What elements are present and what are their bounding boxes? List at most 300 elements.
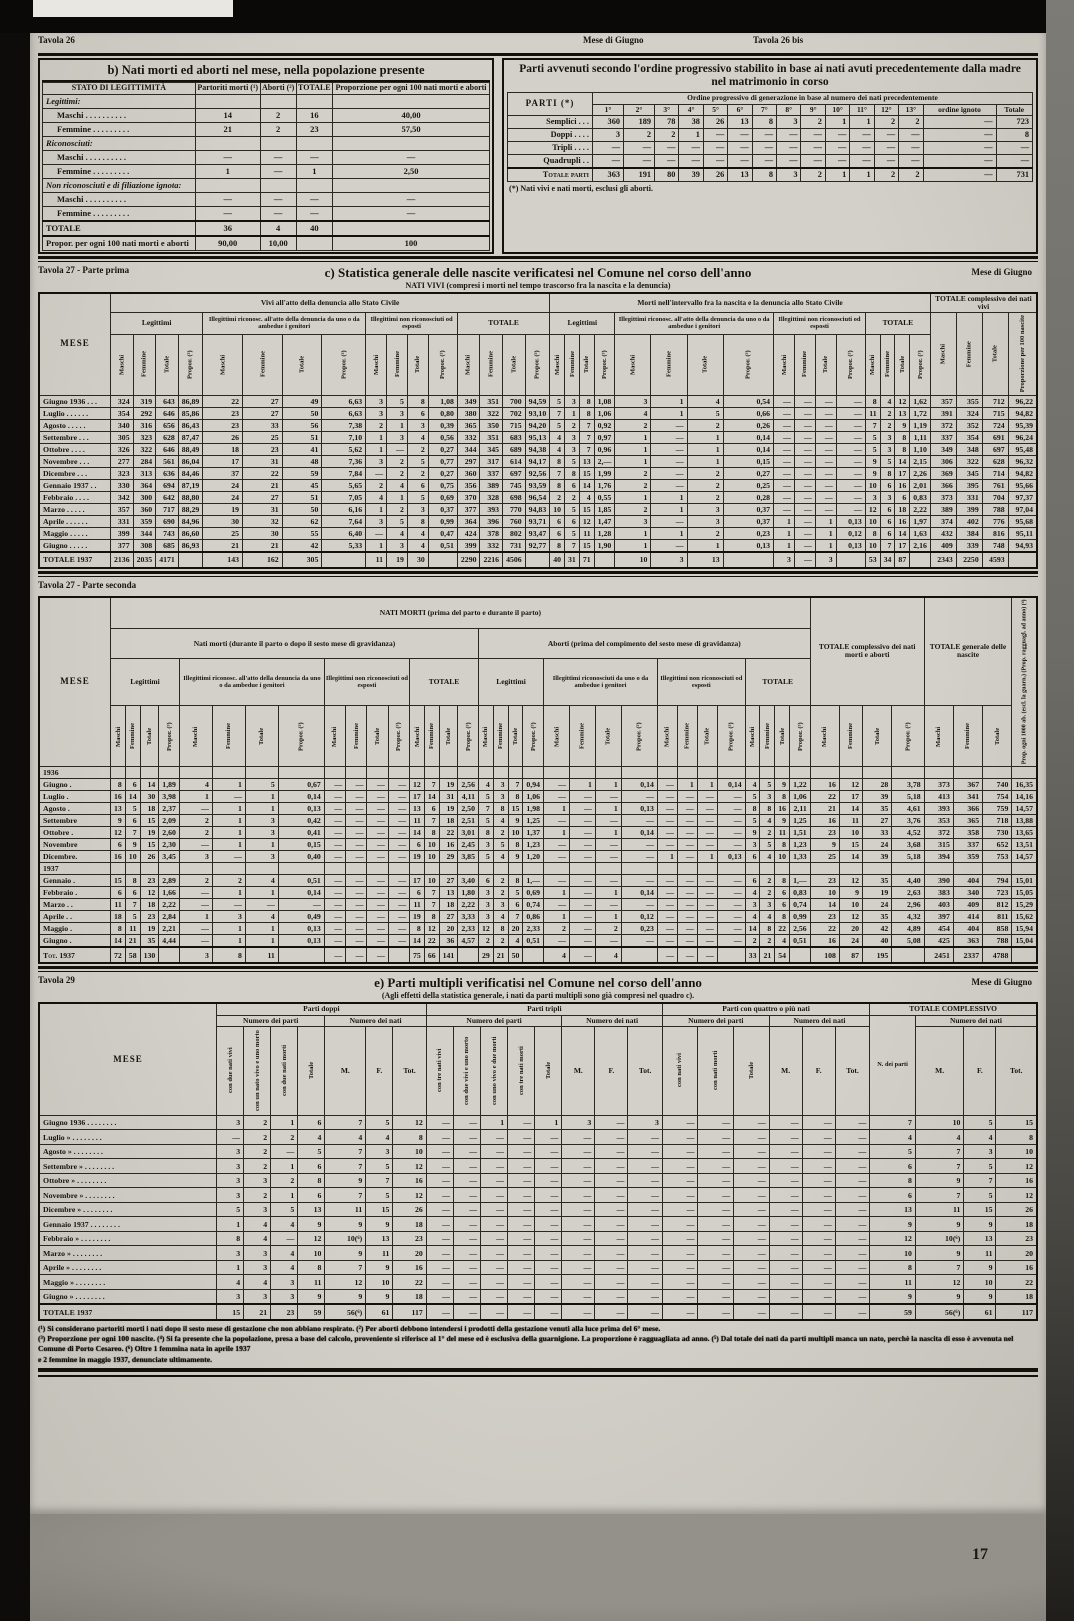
cell: 10 bbox=[393, 1144, 426, 1159]
cell bbox=[594, 552, 615, 568]
cell: 6,40 bbox=[322, 527, 366, 539]
cell: — bbox=[698, 1188, 734, 1203]
cell: 1,28 bbox=[594, 527, 615, 539]
cell: — bbox=[481, 1260, 508, 1275]
cell: — bbox=[569, 827, 595, 839]
cell: — bbox=[794, 503, 815, 515]
cell: 8 bbox=[125, 875, 140, 887]
cell: Aprile » . . . . . . . . bbox=[39, 1260, 217, 1275]
cell: 17 bbox=[895, 539, 910, 552]
cell: 36 bbox=[195, 221, 260, 236]
cell: 3 bbox=[493, 779, 508, 791]
cell: — bbox=[179, 887, 212, 899]
cell: 4 bbox=[244, 1217, 271, 1232]
cell bbox=[388, 863, 409, 875]
cell bbox=[717, 863, 745, 875]
cell: 12 bbox=[478, 923, 493, 935]
cell: 1 bbox=[366, 431, 387, 443]
cell: 35 bbox=[863, 875, 892, 887]
cell: — bbox=[595, 1188, 628, 1203]
table-row bbox=[508, 168, 1033, 182]
cell: 15 bbox=[111, 875, 126, 887]
cell: 12 bbox=[393, 1115, 426, 1130]
cell: 3 bbox=[478, 839, 493, 851]
cell: — bbox=[535, 1217, 562, 1232]
cell: 10 bbox=[424, 839, 439, 851]
cell: 4 bbox=[407, 431, 428, 443]
cell: Agosto . . . . . bbox=[39, 419, 111, 431]
cell: 1,— bbox=[790, 875, 811, 887]
cell: 643 bbox=[156, 395, 179, 407]
cell: 9 bbox=[775, 815, 790, 827]
cell: 13 bbox=[687, 552, 723, 568]
cell: — bbox=[628, 1289, 663, 1304]
cell: — bbox=[769, 1217, 802, 1232]
cell: 7 bbox=[579, 419, 594, 431]
cell: 4 bbox=[964, 1130, 996, 1145]
cell: — bbox=[774, 443, 795, 455]
cell: 11 bbox=[870, 1275, 916, 1290]
cell: 316 bbox=[133, 419, 156, 431]
cell: 4 bbox=[579, 491, 594, 503]
cell: 7 bbox=[880, 539, 895, 552]
header-cell: Tot. bbox=[393, 1026, 426, 1115]
cell: 8 bbox=[870, 1173, 916, 1188]
cell: 6 bbox=[508, 899, 523, 911]
cell: 1,51 bbox=[790, 827, 811, 839]
cell: — bbox=[453, 1260, 480, 1275]
header-cell: STATO DI LEGITTIMITÀ bbox=[43, 83, 196, 95]
cell: 5 bbox=[565, 527, 580, 539]
cell: 3 bbox=[387, 431, 408, 443]
cell: 6 bbox=[880, 527, 895, 539]
cell bbox=[839, 767, 862, 779]
cell: 3 bbox=[592, 128, 623, 141]
cell: 6 bbox=[410, 839, 425, 851]
cell: 0,37 bbox=[723, 515, 773, 527]
cell: 5 bbox=[760, 779, 775, 791]
cell: 55 bbox=[282, 527, 322, 539]
cell: 1,23 bbox=[790, 839, 811, 851]
cell: 54 bbox=[775, 947, 790, 963]
cell: — bbox=[651, 539, 687, 552]
cell: — bbox=[388, 839, 409, 851]
cell: 715 bbox=[503, 419, 526, 431]
cell: 30 bbox=[407, 552, 428, 568]
cell bbox=[697, 767, 717, 779]
cell: — bbox=[697, 815, 717, 827]
cell: — bbox=[367, 911, 388, 923]
cell: 3 bbox=[865, 491, 880, 503]
cell: 358 bbox=[953, 827, 982, 839]
cell: 12 bbox=[325, 1275, 366, 1290]
cell: Febbraio . bbox=[39, 887, 111, 899]
cell: 1 bbox=[774, 539, 795, 552]
header-cell: Maschi bbox=[930, 313, 956, 395]
cell: — bbox=[734, 1304, 770, 1320]
cell: 10 bbox=[424, 851, 439, 863]
cell: 0,13 bbox=[621, 803, 657, 815]
cell: — bbox=[621, 851, 657, 863]
cell: 16 bbox=[895, 479, 910, 491]
cell: 3 bbox=[366, 395, 387, 407]
cell: 8 bbox=[752, 115, 776, 128]
cell: — bbox=[677, 947, 697, 963]
header-cell: ordine ignoto bbox=[923, 104, 996, 115]
cell: — bbox=[621, 899, 657, 911]
cell: 2,50 bbox=[458, 803, 479, 815]
cell: — bbox=[179, 935, 212, 948]
cell: 27 bbox=[243, 407, 283, 419]
table-row bbox=[39, 1231, 1037, 1246]
cell bbox=[508, 863, 523, 875]
header-cell: Totale bbox=[982, 313, 1008, 395]
cell: 12 bbox=[870, 1231, 916, 1246]
cell: 4 bbox=[366, 491, 387, 503]
cell: 23 bbox=[393, 1231, 426, 1246]
cell: — bbox=[195, 150, 260, 164]
cell: Giugno » . . . . . . . . bbox=[39, 1289, 217, 1304]
cell: 1 bbox=[245, 791, 278, 803]
cell: 1 bbox=[615, 443, 651, 455]
cell: 14,57 bbox=[1012, 851, 1037, 863]
cell: 1,— bbox=[523, 875, 544, 887]
cell: 324 bbox=[111, 395, 134, 407]
cell: — bbox=[774, 467, 795, 479]
cell: 0,51 bbox=[790, 935, 811, 948]
cell: — bbox=[677, 815, 697, 827]
cell: 1,22 bbox=[790, 779, 811, 791]
cell: 6,63 bbox=[322, 407, 366, 419]
cell: — bbox=[835, 1115, 870, 1130]
cell: 88,29 bbox=[178, 503, 203, 515]
cell: 0,23 bbox=[621, 923, 657, 935]
cell: 9 bbox=[298, 1217, 325, 1232]
t27a-heading bbox=[38, 265, 1038, 281]
cell: — bbox=[324, 911, 345, 923]
header-cell: Maschi bbox=[111, 334, 134, 395]
header-cell: TOTALE bbox=[410, 659, 479, 706]
cell: — bbox=[835, 1159, 870, 1174]
cell: 94,93 bbox=[1008, 539, 1037, 552]
cell: 3 bbox=[217, 1173, 244, 1188]
cell: — bbox=[346, 791, 367, 803]
cell: Luglio . bbox=[39, 791, 111, 803]
cell: 332 bbox=[457, 431, 480, 443]
cell bbox=[924, 863, 953, 875]
cell: Luglio . . . . . . bbox=[39, 407, 111, 419]
cell: 3 bbox=[244, 1202, 271, 1217]
cell: — bbox=[569, 887, 595, 899]
header-cell: Maschi bbox=[457, 334, 480, 395]
cell: 11 bbox=[865, 407, 880, 419]
cell: — bbox=[769, 1173, 802, 1188]
cell: — bbox=[697, 803, 717, 815]
cell: 0,99 bbox=[428, 515, 457, 527]
cell: 27 bbox=[863, 815, 892, 827]
cell: Agosto . bbox=[39, 803, 111, 815]
cell: — bbox=[481, 1304, 508, 1320]
cell: 1,37 bbox=[523, 827, 544, 839]
cell: 2 bbox=[387, 503, 408, 515]
cell: 731 bbox=[503, 539, 526, 552]
cell: Giugno 1936 . . . . . . . . bbox=[39, 1115, 217, 1130]
cell: — bbox=[324, 875, 345, 887]
cell: 363 bbox=[592, 168, 623, 182]
header-cell: 8° bbox=[777, 104, 801, 115]
cell: 59 bbox=[282, 467, 322, 479]
cell: — bbox=[388, 791, 409, 803]
header-mese-di-giugno: Mese di Giugno bbox=[583, 35, 644, 45]
cell: — bbox=[628, 1231, 663, 1246]
header-cell: Maschi bbox=[366, 334, 387, 395]
cell: 35 bbox=[140, 935, 159, 948]
cell: 10 bbox=[424, 875, 439, 887]
cell: 0,27 bbox=[428, 467, 457, 479]
cell: 2 bbox=[899, 168, 923, 182]
cell: 3 bbox=[478, 887, 493, 899]
header-tavola-right: Tavola 26 bis bbox=[753, 35, 804, 45]
cell: 9 bbox=[366, 1289, 393, 1304]
cell: 2 bbox=[687, 527, 723, 539]
header-cell: F. bbox=[595, 1026, 628, 1115]
cell: 7 bbox=[579, 431, 594, 443]
cell: 8 bbox=[579, 407, 594, 419]
cell bbox=[332, 136, 489, 150]
cell: 2 bbox=[899, 115, 923, 128]
cell: 344 bbox=[133, 527, 156, 539]
header-cell: Femmine bbox=[212, 706, 245, 767]
cell: 40,00 bbox=[332, 108, 489, 122]
cell bbox=[278, 767, 324, 779]
cell: 0,15 bbox=[278, 839, 324, 851]
cell: — bbox=[677, 923, 697, 935]
cell: — bbox=[697, 791, 717, 803]
cell: 24 bbox=[863, 899, 892, 911]
cell: 162 bbox=[243, 552, 283, 568]
table-nati-morti-seconda bbox=[38, 596, 1038, 965]
cell: 2 bbox=[366, 419, 387, 431]
header-cell: Totale bbox=[996, 104, 1033, 115]
cell: — bbox=[508, 1202, 535, 1217]
header-cell: con due nati morti bbox=[271, 1026, 298, 1115]
cell: 2,22 bbox=[159, 899, 180, 911]
cell: 40 bbox=[863, 935, 892, 948]
cell: — bbox=[388, 779, 409, 791]
cell: 1 bbox=[296, 164, 332, 178]
cell: 397 bbox=[924, 911, 953, 923]
cell: — bbox=[794, 455, 815, 467]
cell: 1 bbox=[212, 803, 245, 815]
header-cell: Numero dei parti bbox=[426, 1015, 561, 1026]
cell: 2 bbox=[478, 935, 493, 948]
cell: — bbox=[662, 1115, 698, 1130]
footnote-line: e 2 femmine in maggio 1937, denunciate ultimamente. bbox=[38, 1354, 213, 1364]
cell: 13 bbox=[410, 803, 425, 815]
header-cell: Vivi all'atto della denuncia allo Stato Civile bbox=[111, 293, 550, 313]
cell: 19 bbox=[140, 923, 159, 935]
cell: 18 bbox=[439, 815, 458, 827]
cell: — bbox=[923, 168, 996, 182]
cell: — bbox=[996, 154, 1033, 168]
cell: — bbox=[332, 206, 489, 221]
cell bbox=[346, 863, 367, 875]
cell: — bbox=[595, 1159, 628, 1174]
cell: — bbox=[815, 455, 836, 467]
cell: 698 bbox=[503, 491, 526, 503]
cell: 90,00 bbox=[195, 236, 260, 251]
cell: 0,49 bbox=[278, 911, 324, 923]
cell: 364 bbox=[133, 479, 156, 491]
cell: — bbox=[346, 887, 367, 899]
cell: Luglio » . . . . . . . . bbox=[39, 1130, 217, 1145]
section-divider bbox=[38, 966, 1038, 972]
cell: 8 bbox=[493, 923, 508, 935]
cell: 365 bbox=[457, 419, 480, 431]
table-row bbox=[43, 192, 490, 206]
cell: — bbox=[535, 1246, 562, 1261]
cell: 12 bbox=[839, 875, 862, 887]
header-cell: Totale bbox=[863, 706, 892, 767]
cell: 15,01 bbox=[1012, 875, 1037, 887]
cell bbox=[892, 863, 924, 875]
header-cell: Femmine bbox=[794, 334, 815, 395]
cell: 330 bbox=[111, 479, 134, 491]
cell bbox=[260, 94, 296, 108]
cell: 1 bbox=[366, 539, 387, 552]
cell bbox=[410, 863, 425, 875]
cell: 1,06 bbox=[790, 791, 811, 803]
cell bbox=[195, 178, 260, 192]
cell: 9 bbox=[508, 851, 523, 863]
cell: — bbox=[698, 1173, 734, 1188]
cell: 3 bbox=[628, 1115, 663, 1130]
cell: — bbox=[535, 1289, 562, 1304]
cell: 11 bbox=[366, 1246, 393, 1261]
cell: — bbox=[815, 407, 836, 419]
header-cell: Nati morti (durante il parto o dopo il sesto mese di gravidanza) bbox=[111, 628, 479, 659]
cell: 324 bbox=[956, 407, 982, 419]
cell: Femmine . . . . . . . . . bbox=[43, 164, 196, 178]
cell: Tripli . . . . bbox=[508, 141, 593, 154]
cell: 3 bbox=[217, 1246, 244, 1261]
cell: 6 bbox=[745, 875, 760, 887]
cell: 26 bbox=[393, 1202, 426, 1217]
cell bbox=[159, 863, 180, 875]
cell: — bbox=[621, 839, 657, 851]
header-cell: M. bbox=[562, 1026, 595, 1115]
cell: 31 bbox=[243, 455, 283, 467]
cell: 13 bbox=[895, 407, 910, 419]
cell: 86,89 bbox=[178, 395, 203, 407]
cell: Febbraio » . . . . . . . . bbox=[39, 1231, 217, 1246]
header-cell: Propor. (³) bbox=[525, 334, 550, 395]
cell: 1 bbox=[687, 539, 723, 552]
cell bbox=[657, 863, 677, 875]
table-row bbox=[39, 839, 1037, 851]
cell: 8 bbox=[111, 779, 126, 791]
cell: 13,88 bbox=[1012, 815, 1037, 827]
header-cell: con uno vivo e due morti bbox=[481, 1026, 508, 1115]
cell: 20 bbox=[839, 923, 862, 935]
cell: 2 bbox=[260, 108, 296, 122]
cell: 2 bbox=[244, 1115, 271, 1130]
cell: — bbox=[662, 1231, 698, 1246]
cell: 12 bbox=[865, 503, 880, 515]
cell: 5 bbox=[760, 839, 775, 851]
cell: 1,47 bbox=[594, 515, 615, 527]
cell: 0,86 bbox=[523, 911, 544, 923]
cell: 372 bbox=[930, 419, 956, 431]
cell: 409 bbox=[930, 539, 956, 552]
cell: 16 bbox=[996, 1260, 1037, 1275]
header-cell: Maschi bbox=[478, 706, 493, 767]
header-cell: Illegittimi non riconosciuti od esposti bbox=[774, 313, 866, 334]
cell: 1 bbox=[212, 815, 245, 827]
cell: — bbox=[836, 467, 865, 479]
cell: — bbox=[734, 1144, 770, 1159]
cell: Gennaio . bbox=[39, 875, 111, 887]
cell: Giugno . . . . . bbox=[39, 539, 111, 552]
cell: 1,99 bbox=[594, 467, 615, 479]
header-cell: TOTALE bbox=[457, 313, 549, 334]
cell: 10 bbox=[865, 479, 880, 491]
cell bbox=[493, 863, 508, 875]
cell: 760 bbox=[503, 515, 526, 527]
cell: 93,10 bbox=[525, 407, 550, 419]
cell bbox=[790, 947, 811, 963]
cell: 12 bbox=[839, 779, 862, 791]
cell: 6 bbox=[745, 851, 760, 863]
cell: 15 bbox=[579, 503, 594, 515]
cell: 360 bbox=[457, 467, 480, 479]
cell: — bbox=[324, 815, 345, 827]
cell: 4 bbox=[260, 221, 296, 236]
cell bbox=[892, 767, 924, 779]
cell: 3 bbox=[366, 515, 387, 527]
cell: 1 bbox=[387, 491, 408, 503]
cell: 5 bbox=[964, 1115, 996, 1130]
cell: 2 bbox=[687, 419, 723, 431]
header-cell: Propor. (³) bbox=[717, 706, 745, 767]
cell: 10 bbox=[839, 899, 862, 911]
cell: — bbox=[628, 1304, 663, 1320]
cell: 15,62 bbox=[1012, 911, 1037, 923]
cell: 10 bbox=[366, 1275, 393, 1290]
cell: — bbox=[508, 1115, 535, 1130]
cell bbox=[245, 767, 278, 779]
cell: — bbox=[426, 1144, 453, 1159]
cell: 642 bbox=[156, 491, 179, 503]
table-row bbox=[39, 1217, 1037, 1232]
cell: 97,04 bbox=[1008, 503, 1037, 515]
cell: 21 bbox=[243, 539, 283, 552]
cell: 8 bbox=[760, 803, 775, 815]
cell: 88,80 bbox=[178, 491, 203, 503]
header-cell: Propor. (³) bbox=[594, 334, 615, 395]
cell: — bbox=[569, 923, 595, 935]
table-row bbox=[39, 935, 1037, 948]
cell: — bbox=[544, 875, 570, 887]
cell: 195 bbox=[863, 947, 892, 963]
cell: 652 bbox=[983, 839, 1012, 851]
cell bbox=[523, 947, 544, 963]
cell: — bbox=[815, 479, 836, 491]
cell: — bbox=[698, 1144, 734, 1159]
cell: — bbox=[657, 923, 677, 935]
table-row bbox=[39, 887, 1037, 899]
cell: 4 bbox=[366, 1130, 393, 1145]
